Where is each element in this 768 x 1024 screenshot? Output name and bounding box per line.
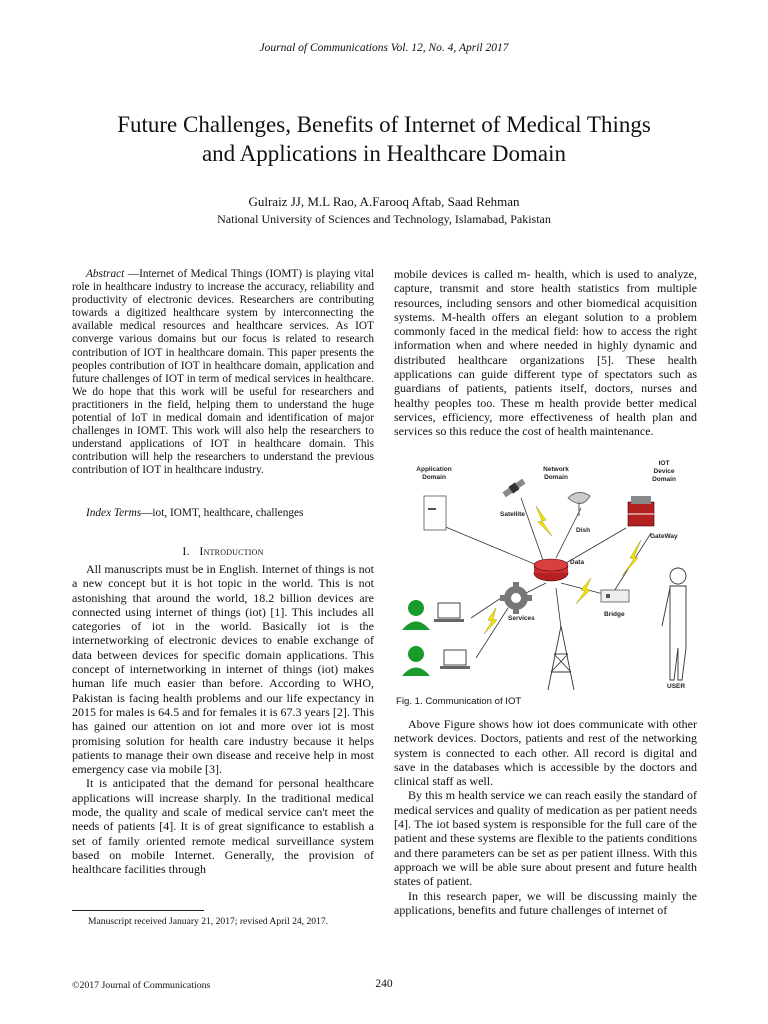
computer-icon bbox=[434, 603, 464, 622]
figure-label-satellite: Satellite bbox=[500, 511, 525, 518]
lightning-icon bbox=[484, 608, 497, 634]
server-icon bbox=[424, 496, 446, 530]
figure-label-device: Device bbox=[653, 468, 675, 475]
laptop-icon bbox=[440, 650, 470, 669]
gateway-icon bbox=[628, 496, 654, 526]
gear-icon bbox=[500, 582, 532, 614]
figure-label-dish: Dish bbox=[576, 527, 591, 534]
abstract-text: —Internet of Medical Things (IOMT) is playing vital role in healthcare industry to increase the accuracy, reliability and productivity of electronic devices. Researchers are contributing towards a digitized healthcare system by interconnecting the available medical resources and healthcare services. As IOT converge various domains but our focus is related to research contribution of IOT in healthcare domain. This paper presents the peoples contribution of IOT in healthcare domain, application and future challenges of IOT in term of medical services in healthcare. We do hope that this work will be useful for researchers and practitioners in the field, helping them to understand the huge potential of IoT in medical domain and identification of major challenges in IOMT. This work will also help the researchers to understand applications of IOT in healthcare domain. This contribution will help the researchers to understand the previous contribution of IOT in healthcare industry. bbox=[72, 268, 374, 477]
figure-label-domain: Domain bbox=[422, 474, 446, 481]
bridge-icon bbox=[601, 590, 629, 602]
body-paragraph: In this research paper, we will be discussing mainly the applications, benefits and future challenges of internet of bbox=[394, 888, 697, 917]
lightning-icon bbox=[622, 540, 641, 576]
figure-label-application: Application bbox=[416, 466, 452, 473]
right-column-top bbox=[394, 267, 697, 439]
paper-title bbox=[60, 110, 708, 168]
figure-label-user: USER bbox=[667, 683, 686, 690]
section-number: I. bbox=[182, 544, 190, 558]
figure-label-domain: Domain bbox=[544, 474, 568, 481]
figure-label-services: Services bbox=[508, 615, 535, 622]
title-line-2: and Applications in Healthcare Domain bbox=[201, 141, 567, 166]
lightning-icon bbox=[536, 506, 552, 536]
body-paragraph: Above Figure shows how iot does communicate with other network devices. Doctors, patients and rest of the networking system is connected to each other. All record is digital and save in the databases which is accessible by the doctors and clinical staff as well. bbox=[394, 717, 697, 789]
introduction-body bbox=[72, 562, 374, 877]
dish-icon bbox=[568, 492, 590, 516]
figure-label-domain: Domain bbox=[652, 476, 676, 483]
section-heading bbox=[72, 544, 374, 559]
figure-label-iot: IOT bbox=[658, 460, 670, 467]
figure-label-network: Network bbox=[543, 466, 569, 473]
tower-icon bbox=[548, 626, 574, 690]
right-column-bottom bbox=[394, 717, 697, 917]
page-number: 240 bbox=[375, 978, 393, 990]
figure-label-gateway: GateWay bbox=[650, 533, 678, 540]
user-icon bbox=[662, 568, 686, 680]
authors: Gulraiz JJ, M.L Rao, A.Farooq Aftab, Saad Rehman bbox=[248, 194, 520, 209]
satellite-icon bbox=[502, 478, 526, 498]
section-title: Introduction bbox=[199, 544, 264, 558]
journal-header: Journal of Communications Vol. 12, No. 4, April 2017 bbox=[259, 42, 509, 54]
doctor-avatar-icon bbox=[402, 600, 430, 630]
intro-paragraph: All manuscripts must be in English. Internet of things is not a new concept but it is hot topic in the world. This is not astonishing that around the world, 18.2 billion devices are connected using internet of things (iot) [1]. This includes all categories of iot in the world. Basically iot is the internetworking of electronic devices to enable exchange of data between devices for specific domain applications. This concept of internetworking in internet of things (iot) makes human life much easier than before. According to WHO, Pakistan is facing health problems and our life expectancy in 2015 for males is 64.5 and for females it is 67.3 years [2]. This has gained our attention on iot and more over iot is most promising solution for health care industry because it helps patients to manage their own disease and receive help in most emergency case via mobile [3]. bbox=[72, 562, 374, 777]
abstract bbox=[72, 268, 374, 478]
title-line-1: Future Challenges, Benefits of Internet of Medical Things bbox=[117, 112, 651, 137]
figure-label-data: Data bbox=[570, 559, 585, 566]
index-terms bbox=[72, 507, 374, 520]
affiliation: National University of Sciences and Technology, Islamabad, Pakistan bbox=[217, 212, 551, 226]
abstract-label: Abstract bbox=[86, 268, 125, 280]
footnote-rule bbox=[72, 910, 204, 911]
patient-avatar-icon bbox=[402, 646, 430, 676]
footnote: Manuscript received January 21, 2017; revised April 24, 2017. bbox=[88, 916, 329, 927]
body-paragraph: mobile devices is called m- health, which is used to analyze, capture, transmit and store health statistics from multiple resources, including sensors and other biomedical acquisition systems. M-health offers an elegant solution to a problem commonly faced in the medical field: how to access the right information when and where needed in highly dynamic and distributed healthcare organizations [5]. These health applications can guide different type of spectators such as guardians of patients, patients itself, doctors, nurses and healthy peoples too. These m health provide better medical services, efficiency, more effectiveness of health plan and services so this reduce the cost of health maintenance. bbox=[394, 267, 697, 439]
router-icon bbox=[534, 559, 568, 581]
index-terms-label: Index Terms bbox=[86, 507, 142, 519]
body-paragraph: By this m health service we can reach easily the standard of medical services and quality of medication as per patient needs [4]. The iot based system is responsible for the full care of the patient and these systems are flexible to the patients conditions and there parameters can be set as per patient illness. With this approach we will be able sure about present and future health states of patient. bbox=[394, 788, 697, 889]
intro-paragraph: It is anticipated that the demand for personal healthcare applications will increase sharply. In the traditional medical mode, the quality and scale of medical service can't meet the needs of patients [4]. It is of great significance to establish a set of family oriented remote medical surveillance system based on mobile Internet. Generally, the provision of healthcare facilities through bbox=[72, 776, 374, 877]
index-terms-text: —iot, IOMT, healthcare, challenges bbox=[141, 507, 304, 519]
iot-communication-figure bbox=[396, 458, 696, 690]
copyright: ©2017 Journal of Communications bbox=[72, 980, 211, 991]
lightning-icon bbox=[576, 578, 591, 604]
figure-label-bridge: Bridge bbox=[604, 611, 625, 618]
figure-caption: Fig. 1. Communication of IOT bbox=[396, 696, 522, 707]
